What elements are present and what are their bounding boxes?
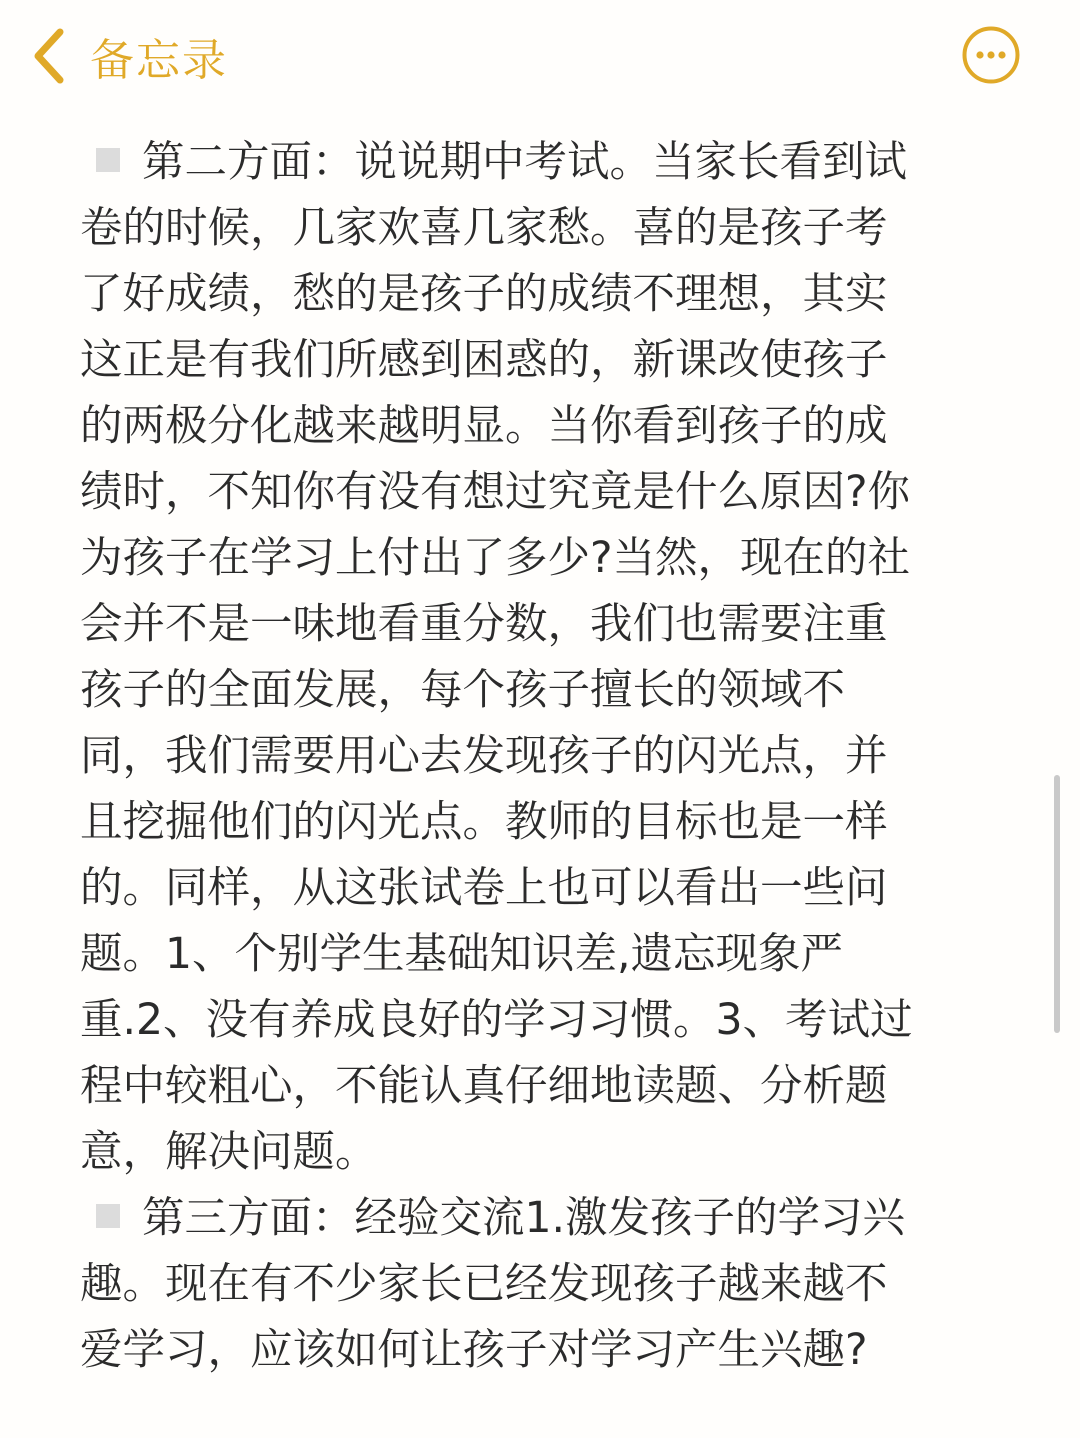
note-line: 趣。现在有不少家长已经发现孩子越来越不	[80, 1260, 888, 1309]
back-button[interactable]	[28, 22, 228, 90]
scrollbar[interactable]	[1054, 775, 1060, 1033]
note-line: 第三方面：经验交流1.激发孩子的学习兴	[142, 1194, 906, 1243]
note-line: 意，解决问题。	[80, 1128, 378, 1177]
note-line: 了好成绩，愁的是孩子的成绩不理想，其实	[80, 270, 888, 319]
more-horizontal-icon	[962, 69, 1020, 88]
note-line: 的。同样，从这张试卷上也可以看出一些问	[80, 864, 888, 913]
note-line: 卷的时候，几家欢喜几家愁。喜的是孩子考	[80, 204, 888, 253]
note-line: 同，我们需要用心去发现孩子的闪光点，并	[80, 732, 888, 781]
note-line: 且挖掘他们的闪光点。教师的目标也是一样	[80, 798, 888, 847]
note-line: 重.2、没有养成良好的学习习惯。3、考试过	[80, 996, 913, 1045]
note-line: 孩子的全面发展，每个孩子擅长的领域不	[80, 666, 846, 715]
back-label: 备忘录	[90, 35, 228, 86]
note-line: 为孩子在学习上付出了多少?当然，现在的社	[80, 534, 911, 583]
note-paragraph	[80, 1186, 1000, 1384]
note-line: 这正是有我们所感到困惑的，新课改使孩子	[80, 336, 888, 385]
more-button[interactable]	[962, 26, 1020, 84]
note-line: 题。1、个别学生基础知识差,遗忘现象严	[80, 930, 844, 979]
square-bullet-icon	[96, 148, 120, 172]
navigation-bar	[0, 0, 1080, 112]
note-line: 的两极分化越来越明显。当你看到孩子的成	[80, 402, 888, 451]
note-body[interactable]	[80, 130, 1000, 1384]
note-line: 第二方面：说说期中考试。当家长看到试	[142, 138, 908, 187]
note-line: 程中较粗心，不能认真仔细地读题、分析题	[80, 1062, 888, 1111]
note-paragraph	[80, 130, 1000, 1186]
note-line: 绩时，不知你有没有想过究竟是什么原因?你	[80, 468, 911, 517]
note-line: 会并不是一味地看重分数，我们也需要注重	[80, 600, 888, 649]
square-bullet-icon	[96, 1204, 120, 1228]
chevron-left-icon	[28, 26, 68, 86]
note-line: 爱学习，应该如何让孩子对学习产生兴趣?	[80, 1326, 868, 1375]
